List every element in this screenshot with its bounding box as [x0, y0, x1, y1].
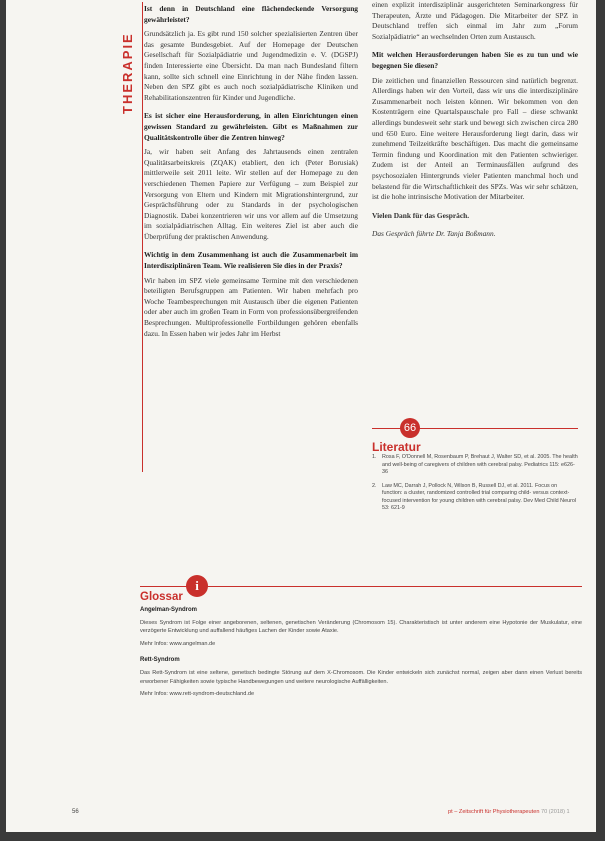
interview-question: Wichtig in dem Zusammenhang ist auch die Zusammenarbeit im Interdisziplinären Team. Wie realisieren Sie dies in der Praxis?: [144, 250, 358, 271]
right-text-column: [372, 0, 578, 248]
literature-title: Literatur: [372, 440, 421, 454]
section-rule: [142, 2, 143, 472]
glossary-definition: Dieses Syndrom ist Folge einer angeborenen, seltenen, genetischen Veränderung (Chromosom 15). Charakteristisch ist unter anderem eine Hypotonie der Muskulatur, eine verzögerte Entwicklung und auffallend häufiges Lachen der Kinder sowie Ataxie.: [140, 619, 582, 635]
info-icon: i: [186, 575, 208, 597]
glossary-title: Glossar: [140, 591, 183, 603]
interview-answer: einen explizit interdisziplinär ausgerichteten Seminarkongress für Therapeuten, Ärzte und Pädagogen. Die Mitarbeiter der SPZ in Deutschland treffen sich einmal im Jahr zum „Forum Sozialpädiatrie“ an wechselnden Orten zum Austausch.: [372, 0, 578, 41]
section-tag: [118, 10, 136, 120]
interview-question: Mit welchen Herausforderungen haben Sie es zu tun und wie begegnen Sie diesen?: [372, 50, 578, 70]
glossary-more-link[interactable]: Mehr Infos: www.angelman.de: [140, 640, 216, 647]
literature-text: Law MC, Darrah J, Pollock N, Wilson B, Russell DJ, et al. 2011. Focus on function: a cluster, randomized controlled trial comparing child- versus context-focused intervention for young children with cerebral palsy. Dev Med Child Neurol 53: 621-9: [382, 482, 577, 511]
glossary-term: Rett-Syndrom: [140, 657, 180, 664]
interview-answer: Grundsätzlich ja. Es gibt rund 150 solcher spezialisierten Zentren über das gesamte Bundesgebiet. Auf der Homepage der Deutschen Gesellschaft für Sozialpädiatrie und Jugendmedizin e. V. (DGSPJ) finden Interessierte eine Übersicht. Da man nach Bundesland filtern kann, sollte sich schnell eine Einrichtung in der Nähe finden lassen. Neben den SPZ gibt es auch noch sozialpädiatrische Kliniken und Rehabilitationszentren für Kinder und Jugendliche.: [144, 29, 358, 102]
literature-list: [372, 454, 578, 519]
literature-number: 1.: [372, 454, 377, 460]
interview-credit: Das Gespräch führte Dr. Tanja Boßmann.: [372, 229, 496, 239]
interview-answer: Ja, wir haben seit Anfang des Jahrtausends einen zentralen Qualitätsarbeitskreis (ZQAK) etabliert, den ich (Peter Borusiak) mittlerweile seit 2011 leite. Wir stellen auf der Homepage zu den verschiedenen Themen Papiere zur Verfügung – zum Beispiel zur Versorgung von Eltern und Kindern mit Migrationshintergrund, zur Gesprächsführung oder zu Standards in der psychologischen Diagnostik. Dabei konzentrieren wir uns vor allem auf die Umsetzung im sozialpädiatrischen Alltag. Ein weiteres Ziel ist aber auch die Überprüfung der praktischen Anwendung.: [144, 147, 358, 241]
interview-question: Ist denn in Deutschland eine flächendeckende Versorgung gewährleistet?: [144, 4, 358, 24]
section-tag-label: THERAPIE: [120, 32, 135, 114]
literature-item: [372, 454, 578, 477]
glossary-body: [140, 606, 582, 707]
glossary-definition: Das Rett-Syndrom ist eine seltene, genetisch bedingte Störung auf dem X-Chromosom. Die Kinder entwickeln sich zunächst normal, zeigen aber dann einen Verlust bereits erworbener Fähigkeiten sowie typische Handbewegungen und weitere neurologische Auffälligkeiten.: [140, 669, 582, 685]
journal-footer: pt – Zeitschrift für Physiotherapeuten 70 (2018) 1: [448, 809, 570, 815]
page-number: 56: [72, 809, 79, 815]
left-text-column: [144, 4, 358, 347]
interview-answer: Die zeitlichen und finanziellen Ressourcen sind natürlich begrenzt. Allerdings haben wir den Vorteil, dass wir uns die interdisziplinäre Zusammenarbeit noch leisten können. Wir bekommen von den Kostenträgern eine Quartalspauschale pro Fall – diese schwankt allerdings bundesweit sehr stark und bewegt sich zwischen circa 280 und 650 Euro. Eine weitere Herausforderung liegt darin, dass wir zunehmend Teilzeitkräfte beschäftigen. Das macht die gemeinsame Termin findung und Koordination mit den Patienten schwieriger. Zudem ist der Anteil an Terminausfällen aufgrund des psychosozialen Hintergrunds vieler Patienten manchmal hoch und belastend für die Wirtschaftlichkeit des SPZs. Was wir sehr schätzen, ist die hohe intrinsische Motivation der Mitarbeiter.: [372, 75, 578, 202]
interview-answer: Wir haben im SPZ viele gemeinsame Termine mit den verschiedenen beteiligten Berufsgruppen am Patienten. Wir haben mehrfach pro Woche Teambesprechungen mit Austausch über die eigenen Patienten oder aber auch im großen Team in Form von professionsübergreifenden Besprechungen. Multiprofessionelle Fortbildungen gehören ebenfalls dazu. In Essen haben wir jedes Jahr im Herbst: [144, 275, 358, 338]
glossary-term: Angelman-Syndrom: [140, 607, 198, 613]
literature-item: [372, 483, 578, 513]
literature-text: Rosa F, O'Donnell M, Rosenbaum P, Brehaut J, Walter SD, et al. 2005. The health and well-being of caregivers of children with cerebral palsy. Pediatrics 115: e626-36: [382, 454, 578, 475]
literature-badge: 66: [400, 418, 420, 438]
journal-abbr: pt: [448, 809, 453, 815]
closing-thanks: Vielen Dank für das Gespräch.: [372, 210, 470, 220]
interview-question: Es ist sicher eine Herausforderung, in allen Einrichtungen einen gewissen Standard zu gewährleisten. Gibt es Maßnahmen zur Qualitätskontrolle über die Zentren hinweg?: [144, 111, 358, 142]
journal-name: Zeitschrift für Physiotherapeuten: [458, 809, 540, 815]
literature-number: 2.: [372, 482, 377, 489]
glossary-more-link[interactable]: Mehr Infos: www.rett-syndrom-deutschland.de: [140, 691, 255, 698]
journal-issue: 70 (2018) 1: [541, 809, 570, 815]
